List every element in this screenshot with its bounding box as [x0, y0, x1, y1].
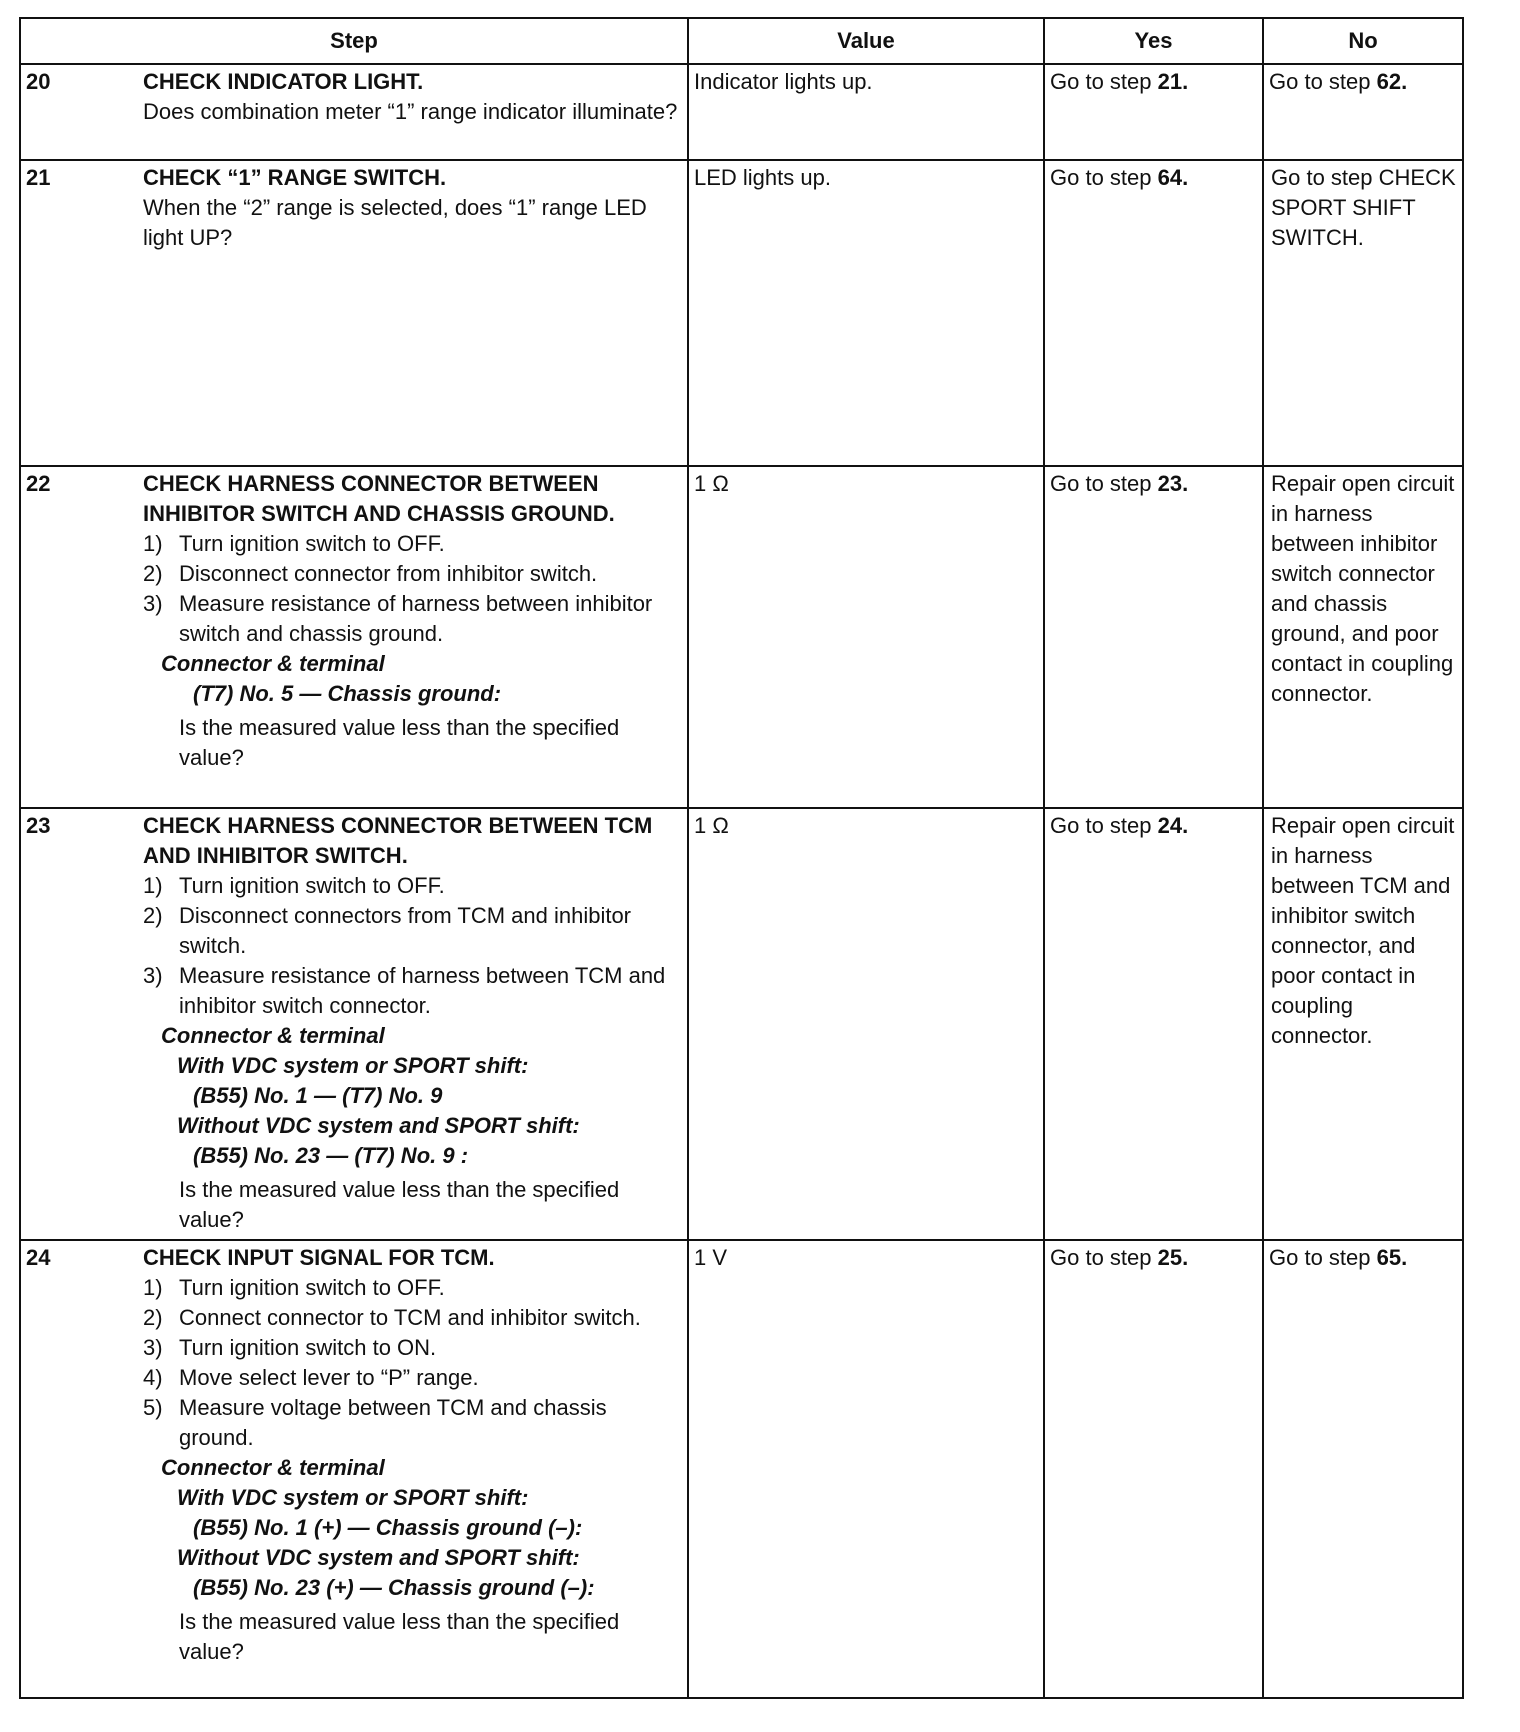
- value-cell: Indicator lights up.: [688, 64, 1044, 160]
- no-prefix: Go to step: [1269, 1245, 1377, 1270]
- diagnostic-table: [19, 17, 1464, 1699]
- terminal-spec: (B55) No. 1 — (T7) No. 9: [193, 1083, 443, 1108]
- no-cell: [1263, 1240, 1463, 1698]
- value-cell: LED lights up.: [688, 160, 1044, 466]
- table-row: [20, 160, 1463, 466]
- terminal-condition: Without VDC system and SPORT shift:: [177, 1545, 580, 1570]
- no-cell: [1263, 466, 1463, 808]
- check-question: Is the measured value less than the specified value?: [179, 715, 620, 770]
- terminal-spec: (B55) No. 23 (+) — Chassis ground (–):: [193, 1575, 595, 1600]
- yes-prefix: Go to step: [1050, 471, 1158, 496]
- no-action-text: Repair open circuit in harness between inhibitor switch connector and chassis ground, and poor contact in coupling connector.: [1271, 471, 1455, 706]
- step-number: 24: [20, 1240, 138, 1698]
- no-step-link[interactable]: 65.: [1376, 1245, 1408, 1270]
- procedure-item: 3) Turn ignition switch to ON.: [143, 1335, 437, 1360]
- step-number: 20: [20, 64, 138, 160]
- value-cell: 1 Ω: [688, 466, 1044, 808]
- yes-cell: [1044, 466, 1263, 808]
- terminal-spec: (B55) No. 1 (+) — Chassis ground (–):: [193, 1515, 583, 1540]
- step-title: CHECK “1” RANGE SWITCH.: [143, 165, 447, 190]
- terminal-spec: (T7) No. 5 — Chassis ground:: [193, 681, 502, 706]
- yes-cell: [1044, 1240, 1263, 1698]
- table-row: [20, 64, 1463, 160]
- no-action-text: Go to step CHECK SPORT SHIFT SWITCH.: [1271, 165, 1456, 250]
- procedure-item: 5) Measure voltage between TCM and chassis ground.: [143, 1395, 607, 1450]
- yes-step-link[interactable]: 24.: [1157, 813, 1189, 838]
- step-cell: [138, 64, 688, 160]
- step-title: CHECK INPUT SIGNAL FOR TCM.: [143, 1245, 495, 1270]
- procedure-list: [143, 529, 682, 649]
- value-cell: 1 V: [688, 1240, 1044, 1698]
- procedure-list: [143, 1273, 682, 1453]
- header-value: Value: [688, 18, 1044, 64]
- procedure-item: 1) Turn ignition switch to OFF.: [143, 1275, 445, 1300]
- procedure-item: 2) Disconnect connectors from TCM and inhibitor switch.: [143, 903, 632, 958]
- procedure-list: [143, 871, 682, 1021]
- step-question: Does combination meter “1” range indicator illuminate?: [143, 99, 678, 124]
- step-title: CHECK INDICATOR LIGHT.: [143, 69, 424, 94]
- procedure-item: 2) Connect connector to TCM and inhibitor switch.: [143, 1305, 641, 1330]
- yes-prefix: Go to step: [1050, 69, 1158, 94]
- yes-prefix: Go to step: [1050, 165, 1158, 190]
- check-question: Is the measured value less than the specified value?: [179, 1177, 620, 1232]
- table-row: [20, 808, 1463, 1240]
- no-cell: [1263, 160, 1463, 466]
- yes-step-link[interactable]: 25.: [1157, 1245, 1189, 1270]
- step-cell: [138, 466, 688, 808]
- no-prefix: Go to step: [1269, 69, 1377, 94]
- connector-terminal-label: Connector & terminal: [161, 1455, 385, 1480]
- procedure-item: 1) Turn ignition switch to OFF.: [143, 873, 445, 898]
- no-cell: [1263, 808, 1463, 1240]
- step-cell: [138, 1240, 688, 1698]
- procedure-item: 4) Move select lever to “P” range.: [143, 1365, 479, 1390]
- step-cell: [138, 808, 688, 1240]
- procedure-item: 2) Disconnect connector from inhibitor switch.: [143, 561, 598, 586]
- header-yes: Yes: [1044, 18, 1263, 64]
- header-step: Step: [20, 18, 688, 64]
- step-question: When the “2” range is selected, does “1” range LED light UP?: [143, 195, 647, 250]
- procedure-item: 1) Turn ignition switch to OFF.: [143, 531, 445, 556]
- step-number: 23: [20, 808, 138, 1240]
- terminal-spec: (B55) No. 23 — (T7) No. 9 :: [193, 1143, 469, 1168]
- header-row: [20, 18, 1463, 64]
- table-row: [20, 466, 1463, 808]
- procedure-item: 3) Measure resistance of harness between TCM and inhibitor switch connector.: [143, 963, 666, 1018]
- no-action-text: Repair open circuit in harness between TCM and inhibitor switch connector, and poor contact in coupling connector.: [1271, 813, 1455, 1048]
- table-row: [20, 1240, 1463, 1698]
- step-title: CHECK HARNESS CONNECTOR BETWEEN TCM AND INHIBITOR SWITCH.: [143, 813, 653, 868]
- yes-prefix: Go to step: [1050, 1245, 1158, 1270]
- header-no: No: [1263, 18, 1463, 64]
- terminal-condition: Without VDC system and SPORT shift:: [177, 1113, 580, 1138]
- step-number: 22: [20, 466, 138, 808]
- check-question: Is the measured value less than the specified value?: [179, 1609, 620, 1664]
- step-cell: [138, 160, 688, 466]
- step-title: CHECK HARNESS CONNECTOR BETWEEN INHIBITOR SWITCH AND CHASSIS GROUND.: [143, 471, 615, 526]
- step-number: 21: [20, 160, 138, 466]
- no-cell: [1263, 64, 1463, 160]
- yes-step-link[interactable]: 23.: [1157, 471, 1189, 496]
- yes-cell: [1044, 64, 1263, 160]
- yes-step-link[interactable]: 64.: [1157, 165, 1189, 190]
- terminal-condition: With VDC system or SPORT shift:: [177, 1485, 529, 1510]
- terminal-condition: With VDC system or SPORT shift:: [177, 1053, 529, 1078]
- procedure-item: 3) Measure resistance of harness between inhibitor switch and chassis ground.: [143, 591, 653, 646]
- yes-cell: [1044, 808, 1263, 1240]
- yes-step-link[interactable]: 21.: [1157, 69, 1189, 94]
- yes-prefix: Go to step: [1050, 813, 1158, 838]
- connector-terminal-label: Connector & terminal: [161, 651, 385, 676]
- value-cell: 1 Ω: [688, 808, 1044, 1240]
- connector-terminal-label: Connector & terminal: [161, 1023, 385, 1048]
- no-step-link[interactable]: 62.: [1376, 69, 1408, 94]
- yes-cell: [1044, 160, 1263, 466]
